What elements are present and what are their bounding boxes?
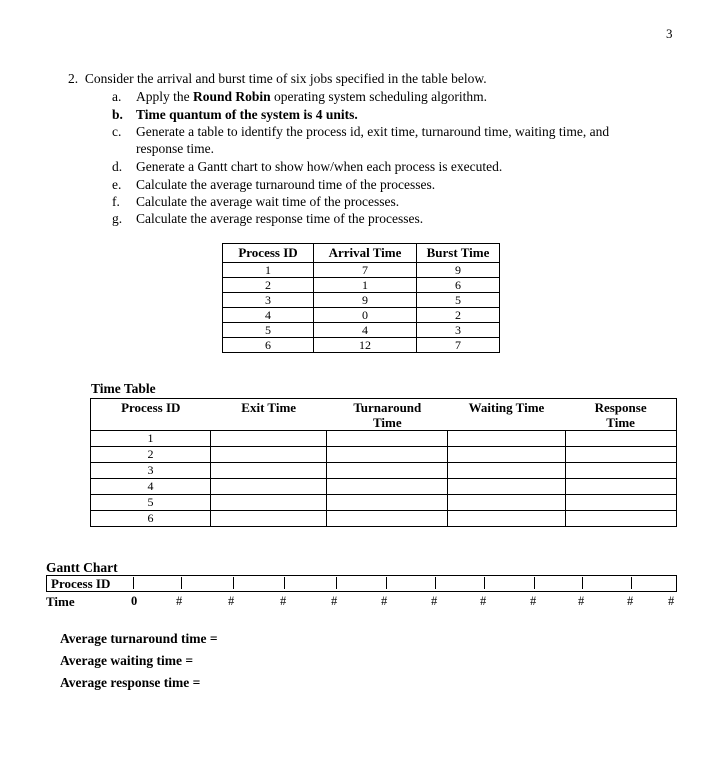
gantt-divider [582,577,583,589]
process-table-row [223,263,500,278]
gantt-time-placeholder: # [480,594,487,608]
time-table-header-exit-time: Exit Time [210,399,326,431]
question-item-text: Calculate the average wait time of the processes. [136,194,400,209]
time-table-empty-cell [565,495,676,511]
time-table-row [91,479,677,495]
question-header [68,71,487,87]
gantt-time-placeholder: # [530,594,537,608]
process-table-cell: 9 [314,293,417,308]
time-table-process-id [91,495,211,511]
question-item-text: Generate a table to identify the process id, exit time, turnaround time, waiting time, and [136,124,610,139]
question-item-letter: a. [112,89,122,104]
time-table-empty-cell [448,447,566,463]
gantt-time-placeholder: # [668,594,675,608]
time-table-empty-cell [327,511,448,527]
question-item-text: Generate a Gantt chart to show how/when each process is executed. [136,159,503,174]
gantt-time-placeholder: # [627,594,634,608]
time-table-process-id-value: 5 [147,495,154,509]
question-item-text: response time. [136,141,214,156]
process-table-cell: 12 [314,338,417,353]
process-table-cell: 3 [223,293,314,308]
question-number: 2. [68,71,79,86]
gantt-time-placeholder: # [578,594,585,608]
gantt-divider [484,577,485,589]
gantt-time-placeholder: # [280,594,287,608]
gantt-time-placeholder: # [176,594,183,608]
time-table-empty-cell [327,495,448,511]
time-table-empty-cell [565,447,676,463]
time-table-empty-cell [210,511,326,527]
page-number: 3 [666,26,673,41]
question-item-letter: g. [112,211,123,226]
question-item-text: Calculate the average response time of the processes. [136,211,424,226]
question-item-text: Calculate the average turnaround time of the processes. [136,177,436,192]
gantt-time-placeholder: # [381,594,388,608]
process-table-cell: 7 [314,263,417,278]
time-table-header-turnaround-time: Turnaround Time [327,399,448,431]
time-table-empty-cell [327,431,448,447]
time-table-empty-cell [210,479,326,495]
process-table-cell: 4 [314,323,417,338]
time-table-empty-cell [210,495,326,511]
time-table-empty-cell [448,495,566,511]
gantt-time-placeholder: # [331,594,338,608]
process-table-cell: 6 [417,278,500,293]
time-table-process-id [91,511,211,527]
time-table-process-id-value: 6 [147,511,154,525]
time-table-empty-cell [448,431,566,447]
gantt-divider [534,577,535,589]
time-table-process-id-value: 3 [147,463,154,477]
average-turnaround-label: Average turnaround time = [60,631,218,646]
gantt-start-time: 0 [131,594,138,608]
time-table-header-response-time: Response Time [565,399,676,431]
time-table-row [91,463,677,479]
gantt-divider [386,577,387,589]
time-table-header-waiting-time: Waiting Time [448,399,566,431]
time-table-empty-cell [210,431,326,447]
gantt-row-label: Process ID [51,576,111,591]
time-table-empty-cell [448,511,566,527]
question-item-letter: c. [112,124,122,139]
process-table-cell: 0 [314,308,417,323]
gantt-divider [233,577,234,589]
gantt-time-placeholder: # [431,594,438,608]
question-text: Consider the arrival and burst time of six jobs specified in the table below. [84,71,487,86]
question-item-text: Time quantum of the system is 4 units. [136,107,358,122]
average-response-label: Average response time = [60,675,201,690]
gantt-time-label: Time [46,594,75,609]
gantt-divider [133,577,134,589]
question-item-letter: d. [112,159,123,174]
process-table-cell: 1 [314,278,417,293]
process-table-row [223,308,500,323]
time-table-header-process-id: Process ID [91,399,211,431]
process-table-row [223,293,500,308]
time-table-empty-cell [327,463,448,479]
process-table-cell: 2 [417,308,500,323]
time-table-row [91,447,677,463]
time-table-process-id-value: 1 [147,431,154,445]
process-table-header-burst-time: Burst Time [417,244,500,263]
time-table-row [91,495,677,511]
time-table-title: Time Table [91,381,156,396]
gantt-divider [435,577,436,589]
process-table-header-process-id: Process ID [223,244,314,263]
gantt-divider [336,577,337,589]
time-table-empty-cell [565,479,676,495]
gantt-divider [631,577,632,589]
question-item-text: Apply the Round Robin operating system scheduling algorithm. [136,89,488,104]
time-table-empty-cell [565,511,676,527]
time-table-empty-cell [327,479,448,495]
time-table-process-id [91,479,211,495]
process-table [222,243,500,353]
process-table-row [223,338,500,353]
process-table-cell: 7 [417,338,500,353]
time-table-process-id-value: 4 [147,479,154,493]
time-table-process-id-value: 2 [147,447,154,461]
gantt-time-placeholder: # [228,594,235,608]
time-table-row [91,431,677,447]
process-table-cell: 2 [223,278,314,293]
time-table-empty-cell [448,463,566,479]
question-item-letter: e. [112,177,122,192]
time-table-empty-cell [210,447,326,463]
question-item-letter: f. [112,194,120,209]
time-table-empty-cell [327,447,448,463]
process-table-cell: 9 [417,263,500,278]
gantt-title: Gantt Chart [46,560,118,575]
time-table-process-id [91,463,211,479]
time-table-process-id [91,447,211,463]
time-table-empty-cell [448,479,566,495]
process-table-cell: 4 [223,308,314,323]
process-table-row [223,323,500,338]
process-table-cell: 3 [417,323,500,338]
time-table [90,398,677,527]
time-table-empty-cell [565,463,676,479]
time-table-empty-cell [210,463,326,479]
process-table-cell: 5 [223,323,314,338]
process-table-cell: 1 [223,263,314,278]
time-table-empty-cell [565,431,676,447]
process-table-header-arrival-time: Arrival Time [314,244,417,263]
process-table-cell: 6 [223,338,314,353]
time-table-row [91,511,677,527]
average-waiting-label: Average waiting time = [60,653,194,668]
time-table-process-id [91,431,211,447]
process-table-row [223,278,500,293]
question-item-letter: b. [112,107,123,122]
gantt-divider [284,577,285,589]
gantt-divider [181,577,182,589]
process-table-cell: 5 [417,293,500,308]
